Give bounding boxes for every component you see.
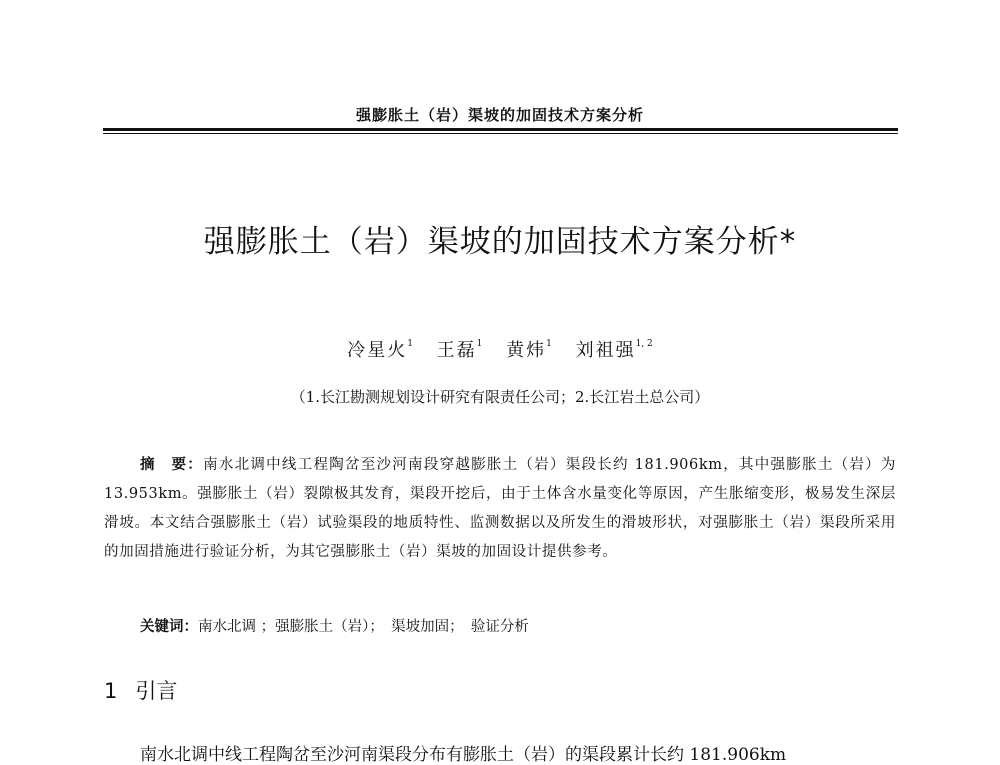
keywords-text: 南水北调 ；强膨胀土（岩）； 渠坡加固； 验证分析 — [198, 619, 529, 635]
author — [437, 340, 483, 361]
body-paragraph-line: 南水北调中线工程陶岔至沙河南渠段分布有膨胀土（岩）的渠段累计长约 181.906km — [140, 745, 787, 765]
affiliation: （1.长江勘测规划设计研究有限责任公司；2.长江岩土总公司） — [290, 388, 710, 406]
abstract-text: 南水北调中线工程陶岔至沙河南段穿越膨胀土（岩）渠段长约 181.906km，其中强膨胀土（岩）为 13.953km。强膨胀土（岩）裂隙极其发育，渠段开挖后，由于土体含水量变化等原因，产生胀缩变形，极易发生深层滑坡。本文结合强膨胀土（岩）试验渠段的地质特性、监测数据以及所发生的滑坡形状，对强膨胀土（岩）渠段所采用的加固措施进行验证分析，为其它强膨胀土（岩）渠坡的加固设计提供参考。 — [104, 457, 896, 560]
header-rule-thick — [103, 128, 898, 131]
author-affil-mark: 1 — [546, 339, 552, 349]
author-affil-mark: 1 — [476, 339, 483, 349]
author-name: 黄炜 — [506, 340, 547, 361]
author-affil-mark: 1 — [407, 339, 413, 349]
author — [506, 340, 552, 361]
keywords-label: 关键词： — [140, 619, 198, 635]
section-number: 1 — [104, 679, 118, 703]
section-heading — [104, 675, 177, 705]
author — [576, 340, 653, 361]
author-list — [0, 336, 1000, 362]
paper-title: 强膨胀土（岩）渠坡的加固技术方案分析* — [203, 224, 797, 260]
author — [347, 340, 413, 361]
running-header: 强膨胀土（岩）渠坡的加固技术方案分析 — [355, 106, 644, 124]
author-name: 刘祖强 — [575, 340, 636, 361]
abstract-label: 摘 要： — [140, 457, 204, 473]
section-title: 引言 — [135, 679, 178, 703]
keywords — [140, 615, 900, 636]
abstract — [104, 451, 896, 567]
author-affil-mark: 1, 2 — [635, 339, 653, 349]
header-rule-thin — [103, 133, 898, 134]
author-name: 王磊 — [436, 340, 477, 361]
author-name: 冷星火 — [347, 340, 408, 361]
